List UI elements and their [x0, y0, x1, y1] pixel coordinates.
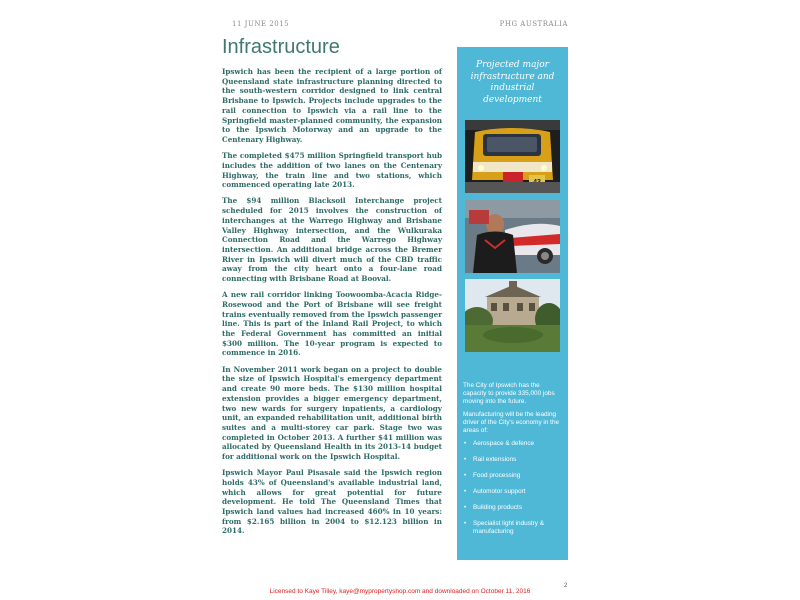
- list-item: • Automotor support: [463, 488, 563, 496]
- sidebar-title: Projected major infrastructure and industrial development: [470, 60, 555, 105]
- sidebar-bullet-list: [463, 440, 563, 536]
- paragraph: Ipswich has been the recipient of a large portion of Queensland state infrastructure planning directed to the south-western corridor designed to link central Brisbane to Ipswich. Projects include upgrades to the rail connection to Ipswich via a rail line to the Springfield master-planned community, the expansion to the Ipswich Motorway and an upgrade to the Centenary Highway.: [222, 67, 442, 144]
- paragraph: Ipswich Mayor Paul Pisasale said the Ipswich region holds 43% of Queensland's available industrial land, which allows for great potential for future development. He told The Queensland Times that Ipswich land values had increased 460% in 10 years: from $2.165 billion in 2004 to $12.123 billion in 2014.: [222, 468, 442, 536]
- sidebar-panel: [457, 47, 568, 560]
- header-publisher: PHG AUSTRALIA: [499, 20, 568, 28]
- list-item: • Building products: [463, 504, 563, 512]
- license-notice: Licensed to Kaye Tilley, kaye@mypropertyshop.com and downloaded on October 11, 2016: [269, 588, 531, 595]
- paragraph: In November 2011 work began on a project to double the size of Ipswich Hospital's emergency department and create 90 more beds. The $130 million hospital extension provides a bigger emergency department, two new wards for surgery inpatients, a cardiology unit, an expanded rehabilitation unit, additional birth suites and a multi-storey car park. Stage two was completed in October 2013. A further $41 million was allocated by Queensland Health in its 2013-14 budget for additional work on the Ipswich Hospital.: [222, 364, 442, 462]
- workshop-photo: [465, 200, 560, 273]
- list-item: • Food processing: [463, 472, 563, 480]
- sidebar-intro: The City of Ipswich has the capacity to provide 335,000 jobs moving into the future.: [463, 382, 555, 405]
- list-item: • Specialist light industry & manufacturing: [463, 520, 563, 536]
- sidebar-lead: Manufacturing will be the leading driver of the City's economy in the areas of:: [463, 411, 560, 434]
- list-item: • Rail extensions: [463, 456, 563, 464]
- train-photo: [465, 120, 560, 193]
- paragraph: A new rail corridor linking Toowoomba-Acacia Ridge-Rosewood and the Port of Brisbane will see freight trains eventually removed from the Ipswich passenger line. This is part of the Inland Rail Project, to which the Federal Government has committed an initial $300 million. The 10-year program is expected to commence in 2016.: [222, 290, 442, 358]
- paragraph: The completed $475 million Springfield transport hub includes the addition of two lanes on the Centenary Highway, the train line and two stations, which commenced operating late 2013.: [222, 151, 442, 190]
- heritage-building-photo: [465, 279, 560, 352]
- sidebar-text: [463, 382, 563, 544]
- list-item: • Aerospace & defence: [463, 440, 563, 448]
- page-number: 2: [564, 583, 568, 589]
- paragraph: The $94 million Blacksoil Interchange project scheduled for 2015 involves the construction of interchanges at the Warrego Highway and Brisbane Valley Highway intersection, and the Wulkuraka Connection Road and the Warrego Highway intersection. An additional bridge across the Bremer River in Ipswich will divert much of the CBD traffic away from the city heart onto a four-lane road connecting with Brisbane Road at Booval.: [222, 196, 442, 284]
- header-date: 11 JUNE 2015: [232, 20, 290, 28]
- page-title: Infrastructure: [222, 36, 340, 58]
- article-body: [222, 67, 442, 543]
